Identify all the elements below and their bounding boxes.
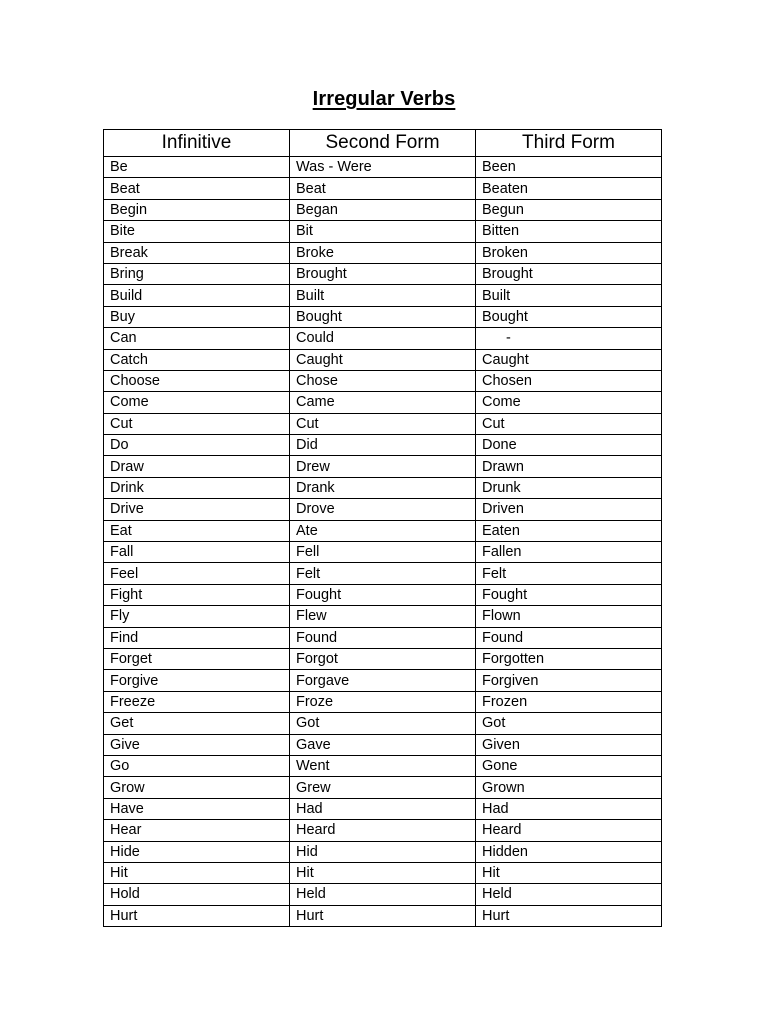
irregular-verbs-table — [103, 129, 662, 927]
header-infinitive: Infinitive — [104, 130, 290, 157]
cell-second-form: Held — [290, 884, 476, 905]
cell-infinitive: Fly — [104, 606, 290, 627]
cell-infinitive: Cut — [104, 413, 290, 434]
cell-second-form: Got — [290, 713, 476, 734]
cell-second-form: Fought — [290, 584, 476, 605]
cell-second-form: Drank — [290, 477, 476, 498]
header-second-form: Second Form — [290, 130, 476, 157]
cell-second-form: Brought — [290, 263, 476, 284]
cell-infinitive: Find — [104, 627, 290, 648]
cell-infinitive: Fall — [104, 542, 290, 563]
cell-third-form: Forgiven — [476, 670, 662, 691]
table-row — [104, 285, 662, 306]
cell-third-form: Begun — [476, 199, 662, 220]
table-row — [104, 178, 662, 199]
table-row — [104, 499, 662, 520]
cell-third-form: Cut — [476, 413, 662, 434]
cell-third-form: Drawn — [476, 456, 662, 477]
table-row — [104, 435, 662, 456]
cell-infinitive: Catch — [104, 349, 290, 370]
cell-second-form: Grew — [290, 777, 476, 798]
cell-infinitive: Drink — [104, 477, 290, 498]
cell-second-form: Bit — [290, 221, 476, 242]
table-row — [104, 542, 662, 563]
table-row — [104, 306, 662, 327]
cell-infinitive: Break — [104, 242, 290, 263]
cell-third-form: Come — [476, 392, 662, 413]
cell-infinitive: Begin — [104, 199, 290, 220]
cell-third-form: Eaten — [476, 520, 662, 541]
cell-third-form: Hidden — [476, 841, 662, 862]
cell-third-form: Grown — [476, 777, 662, 798]
cell-second-form: Found — [290, 627, 476, 648]
table-row — [104, 370, 662, 391]
cell-second-form: Hid — [290, 841, 476, 862]
cell-third-form: Chosen — [476, 370, 662, 391]
cell-second-form: Could — [290, 328, 476, 349]
cell-second-form: Was - Were — [290, 157, 476, 178]
cell-third-form: Found — [476, 627, 662, 648]
cell-infinitive: Have — [104, 798, 290, 819]
cell-infinitive: Forget — [104, 648, 290, 669]
table-row — [104, 627, 662, 648]
cell-second-form: Ate — [290, 520, 476, 541]
cell-second-form: Fell — [290, 542, 476, 563]
cell-infinitive: Give — [104, 734, 290, 755]
table-row — [104, 349, 662, 370]
table-row — [104, 563, 662, 584]
cell-infinitive: Hold — [104, 884, 290, 905]
cell-second-form: Heard — [290, 820, 476, 841]
table-row — [104, 584, 662, 605]
cell-infinitive: Get — [104, 713, 290, 734]
cell-third-form: Frozen — [476, 691, 662, 712]
cell-third-form: Heard — [476, 820, 662, 841]
table-row — [104, 798, 662, 819]
cell-infinitive: Eat — [104, 520, 290, 541]
cell-infinitive: Fight — [104, 584, 290, 605]
cell-second-form: Forgave — [290, 670, 476, 691]
cell-third-form: Built — [476, 285, 662, 306]
cell-third-form: Given — [476, 734, 662, 755]
cell-third-form: Beaten — [476, 178, 662, 199]
cell-infinitive: Draw — [104, 456, 290, 477]
cell-third-form: Driven — [476, 499, 662, 520]
cell-second-form: Forgot — [290, 648, 476, 669]
cell-third-form: Had — [476, 798, 662, 819]
cell-third-form: Gone — [476, 755, 662, 776]
cell-infinitive: Build — [104, 285, 290, 306]
table-row — [104, 884, 662, 905]
cell-infinitive: Choose — [104, 370, 290, 391]
cell-third-form: Been — [476, 157, 662, 178]
cell-second-form: Gave — [290, 734, 476, 755]
cell-infinitive: Buy — [104, 306, 290, 327]
cell-third-form: - — [476, 328, 662, 349]
cell-third-form: Bitten — [476, 221, 662, 242]
table-row — [104, 392, 662, 413]
page-title: Irregular Verbs — [312, 88, 456, 110]
cell-second-form: Went — [290, 755, 476, 776]
cell-second-form: Drew — [290, 456, 476, 477]
cell-second-form: Built — [290, 285, 476, 306]
table-row — [104, 328, 662, 349]
cell-infinitive: Feel — [104, 563, 290, 584]
cell-third-form: Hit — [476, 862, 662, 883]
table-row — [104, 199, 662, 220]
table-row — [104, 755, 662, 776]
cell-infinitive: Hurt — [104, 905, 290, 926]
table-row — [104, 691, 662, 712]
cell-third-form: Fallen — [476, 542, 662, 563]
cell-infinitive: Forgive — [104, 670, 290, 691]
table-row — [104, 606, 662, 627]
table-row — [104, 242, 662, 263]
cell-infinitive: Hide — [104, 841, 290, 862]
cell-third-form: Broken — [476, 242, 662, 263]
cell-third-form: Forgotten — [476, 648, 662, 669]
cell-second-form: Hit — [290, 862, 476, 883]
cell-second-form: Came — [290, 392, 476, 413]
cell-second-form: Beat — [290, 178, 476, 199]
table-row — [104, 520, 662, 541]
cell-infinitive: Grow — [104, 777, 290, 798]
cell-third-form: Hurt — [476, 905, 662, 926]
cell-infinitive: Be — [104, 157, 290, 178]
table-row — [104, 670, 662, 691]
cell-third-form: Felt — [476, 563, 662, 584]
table-row — [104, 648, 662, 669]
cell-second-form: Felt — [290, 563, 476, 584]
cell-second-form: Cut — [290, 413, 476, 434]
table-header — [104, 130, 662, 157]
table-row — [104, 456, 662, 477]
cell-third-form: Held — [476, 884, 662, 905]
cell-third-form: Flown — [476, 606, 662, 627]
cell-infinitive: Drive — [104, 499, 290, 520]
table-row — [104, 477, 662, 498]
table-row — [104, 905, 662, 926]
table-body — [104, 157, 662, 927]
cell-second-form: Flew — [290, 606, 476, 627]
cell-third-form: Brought — [476, 263, 662, 284]
cell-third-form: Fought — [476, 584, 662, 605]
cell-second-form: Froze — [290, 691, 476, 712]
table-row — [104, 777, 662, 798]
table-row — [104, 221, 662, 242]
cell-third-form: Caught — [476, 349, 662, 370]
cell-second-form: Did — [290, 435, 476, 456]
table-row — [104, 157, 662, 178]
cell-third-form: Done — [476, 435, 662, 456]
cell-third-form: Got — [476, 713, 662, 734]
table-row — [104, 862, 662, 883]
cell-second-form: Had — [290, 798, 476, 819]
cell-infinitive: Go — [104, 755, 290, 776]
cell-infinitive: Bring — [104, 263, 290, 284]
cell-second-form: Chose — [290, 370, 476, 391]
cell-infinitive: Come — [104, 392, 290, 413]
cell-third-form: Bought — [476, 306, 662, 327]
cell-infinitive: Do — [104, 435, 290, 456]
header-third-form: Third Form — [476, 130, 662, 157]
cell-infinitive: Hear — [104, 820, 290, 841]
header-row — [104, 130, 662, 157]
cell-second-form: Bought — [290, 306, 476, 327]
table-row — [104, 841, 662, 862]
table-row — [104, 713, 662, 734]
table-row — [104, 413, 662, 434]
cell-infinitive: Hit — [104, 862, 290, 883]
cell-second-form: Broke — [290, 242, 476, 263]
cell-infinitive: Beat — [104, 178, 290, 199]
cell-second-form: Began — [290, 199, 476, 220]
cell-infinitive: Freeze — [104, 691, 290, 712]
cell-third-form: Drunk — [476, 477, 662, 498]
cell-second-form: Hurt — [290, 905, 476, 926]
cell-infinitive: Can — [104, 328, 290, 349]
table-row — [104, 820, 662, 841]
table-row — [104, 734, 662, 755]
cell-infinitive: Bite — [104, 221, 290, 242]
cell-second-form: Drove — [290, 499, 476, 520]
table-row — [104, 263, 662, 284]
cell-second-form: Caught — [290, 349, 476, 370]
